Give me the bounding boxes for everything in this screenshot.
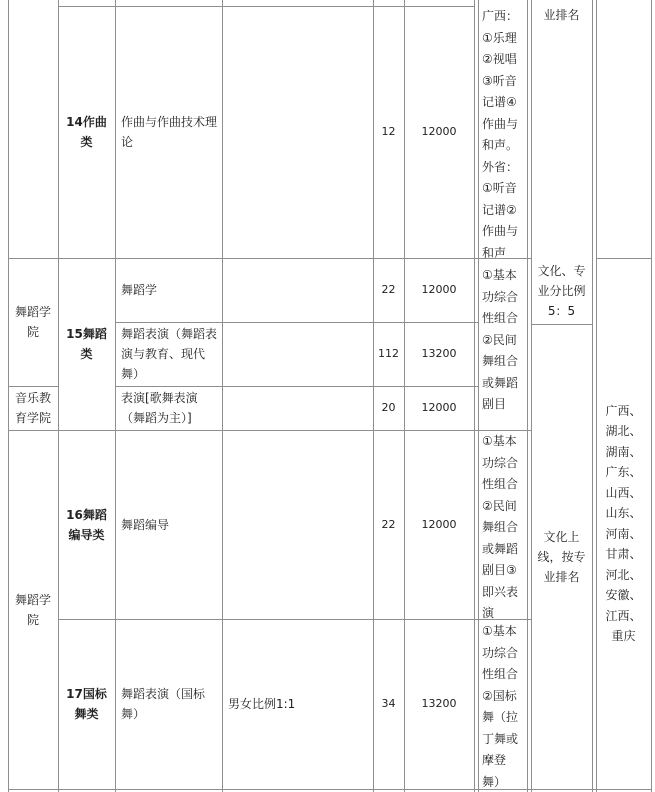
category-cell: 15舞蹈 类	[66, 327, 107, 361]
remark-cell	[222, 430, 373, 619]
category-cell: 17国标 舞类	[66, 687, 107, 721]
remark-cell	[222, 258, 373, 322]
exam-text: ①基本 功综合 性组合 ②民间 舞组合 或舞蹈 剧目	[482, 268, 519, 411]
major-cell: 舞蹈表演（舞蹈表 演与教育、现代 舞）	[121, 327, 218, 381]
exam-text: ①基本 功综合 性组合 ②国标 舞（拉 丁舞或 摩登 舞）	[482, 624, 519, 789]
plan-cell: 112	[378, 347, 399, 360]
remark-cell: 男女比例1:1	[228, 697, 296, 711]
grid-line	[8, 789, 651, 790]
ranking-cell: 文化、专 业分比例 5：5	[537, 264, 586, 318]
ranking-cell-top: 业排名	[543, 8, 580, 22]
major-cell: 作曲与作曲技术理 论	[121, 115, 218, 149]
college-cell: 舞蹈学 院	[14, 592, 51, 627]
exam-cell	[478, 621, 527, 789]
grid-line	[592, 0, 593, 792]
fee-cell: 12000	[421, 125, 457, 138]
fee-cell: 12000	[421, 401, 457, 414]
major-cell: 舞蹈编导	[121, 517, 170, 532]
major-cell: 舞蹈表演（国标 舞）	[121, 687, 206, 721]
grid-line	[474, 0, 475, 792]
ranking-cell: 文化上 线，按专 业排名	[537, 529, 586, 584]
fee-cell: 13200	[421, 697, 457, 710]
plan-cell: 34	[381, 697, 396, 710]
category-cell: 16舞蹈 编导类	[66, 507, 107, 542]
fee-cell: 12000	[421, 283, 457, 296]
plan-cell: 22	[381, 283, 396, 296]
fee-cell: 13200	[421, 347, 457, 360]
major-cell: 舞蹈学	[121, 283, 158, 297]
exam-cell	[478, 6, 527, 258]
college-cell: 音乐教 育学院	[14, 391, 51, 425]
grid-line	[651, 0, 652, 792]
provinces-cell: 广西、 湖北、 湖南、 广东、 山西、 山东、 河南、 甘肃、 河北、 安徽、 江西、 重庆	[605, 403, 642, 643]
plan-cell: 22	[381, 517, 396, 531]
exam-text: 广西： ①乐理 ②视唱 ③听音 记谱④ 作曲与 和声。 外省： ①听音 记谱② 作曲与 和声	[482, 9, 519, 258]
college-cell: 舞蹈学 院	[14, 305, 51, 339]
exam-text: ①基本 功综合 性组合 ②民间 舞组合 或舞蹈 剧目③ 即兴表 演	[482, 434, 519, 619]
remark-cell	[222, 6, 373, 258]
exam-cell	[478, 265, 527, 430]
grid-line	[527, 0, 528, 792]
plan-cell: 12	[381, 125, 396, 138]
category-cell: 14作曲 类	[66, 115, 107, 149]
fee-cell: 12000	[421, 517, 457, 531]
exam-cell	[478, 431, 527, 619]
plan-cell: 20	[381, 401, 396, 414]
major-cell: 表演[歌舞表演 （舞蹈为主）]	[121, 391, 198, 425]
